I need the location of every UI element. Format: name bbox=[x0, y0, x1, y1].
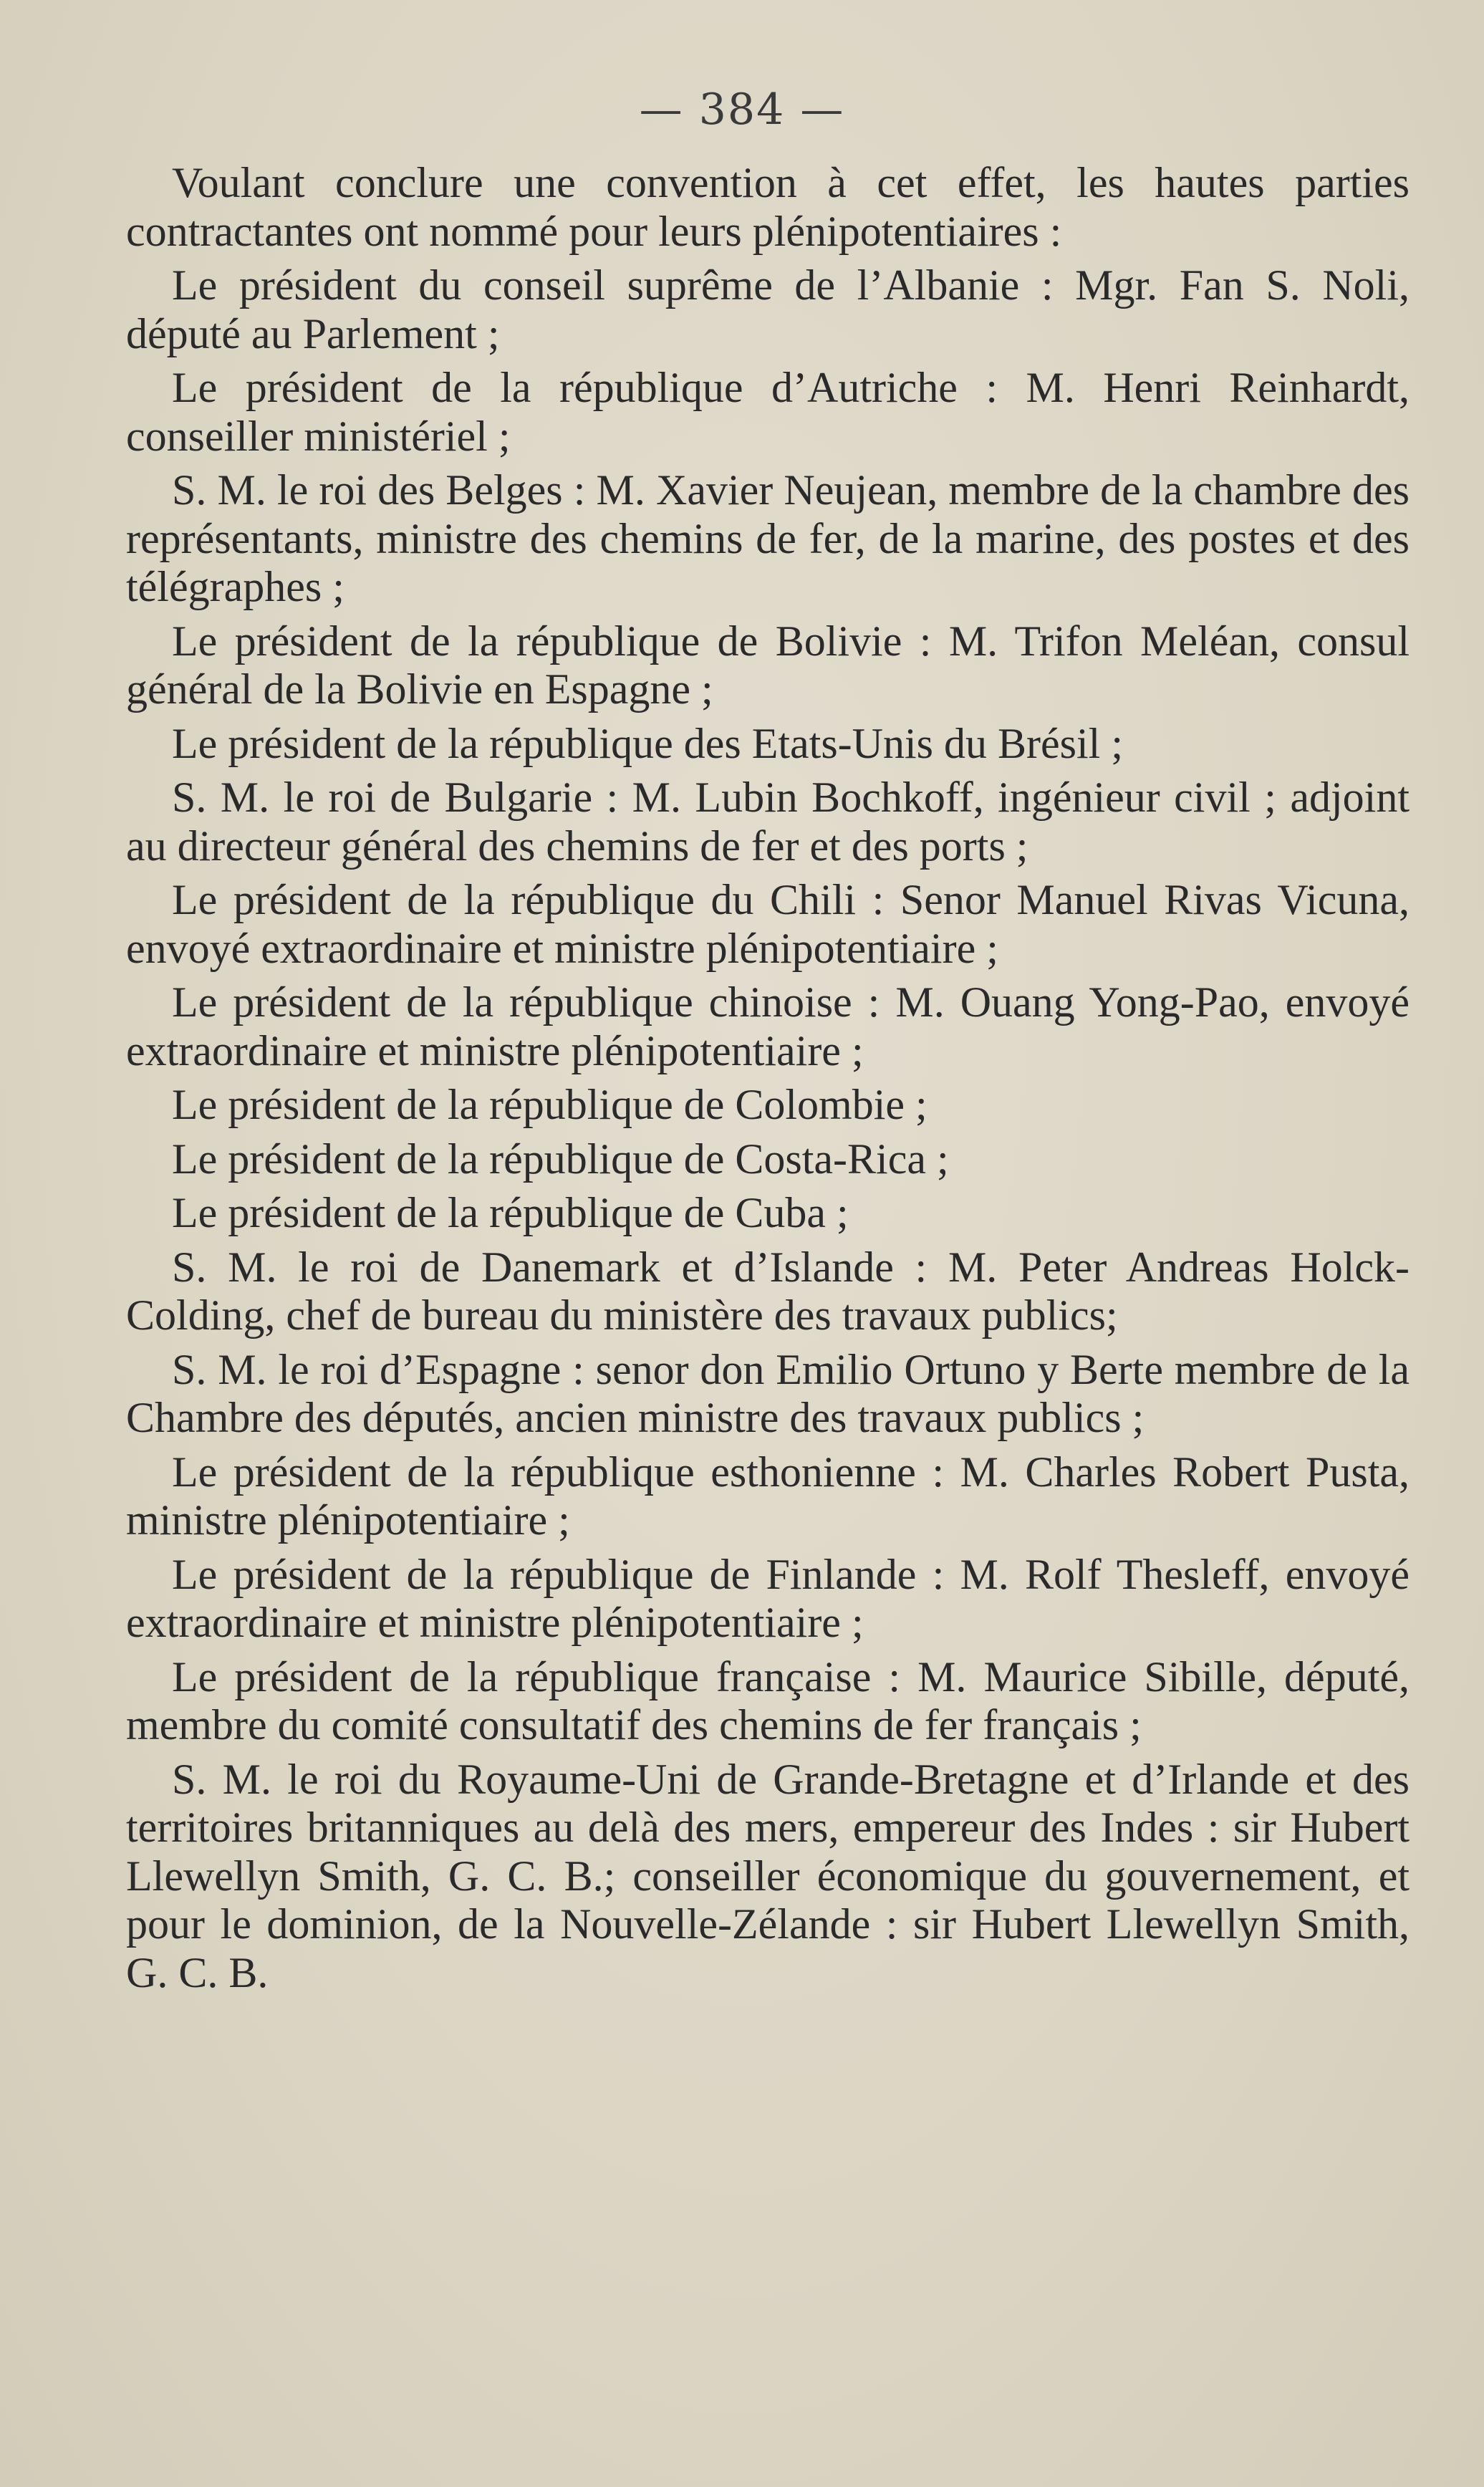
body-text bbox=[126, 159, 1410, 2003]
paragraph-colombie: Le président de la république de Colombie ; bbox=[172, 1081, 928, 1128]
paragraph-intro: Voulant conclure une convention à cet effet, les hautes parties contractantes ont nommé pour leurs plénipotentiaires : bbox=[126, 159, 1410, 255]
paragraph-belges: S. M. le roi des Belges : M. Xavier Neujean, membre de la chambre des représentants, ministre des chemins de fer, de la marine, des postes et des télégraphes ; bbox=[126, 466, 1410, 610]
paragraph-chine: Le président de la république chinoise : M. Ouang Yong-Pao, envoyé extraordinaire et ministre plénipotentiaire ; bbox=[126, 978, 1410, 1074]
page-number: — 384 — bbox=[639, 85, 845, 135]
paragraph-bulgarie: S. M. le roi de Bulgarie : M. Lubin Bochkoff, ingénieur civil ; adjoint au directeur général des chemins de fer et des ports ; bbox=[126, 774, 1410, 870]
paragraph-cuba: Le président de la république de Cuba ; bbox=[172, 1189, 849, 1236]
paragraph-albanie: Le président du conseil suprême de l’Albanie : Mgr. Fan S. Noli, député au Parlement ; bbox=[126, 261, 1410, 357]
paragraph-chili: Le président de la république du Chili : Senor Manuel Rivas Vicuna, envoyé extraordinaire et ministre plénipotentiaire ; bbox=[126, 876, 1410, 972]
paragraph-finlande: Le président de la république de Finlande : M. Rolf Thesleff, envoyé extraordinaire et ministre plénipotentiaire ; bbox=[126, 1550, 1410, 1646]
paragraph-france: Le président de la république française : M. Maurice Sibille, député, membre du comité consultatif des chemins de fer français ; bbox=[126, 1653, 1410, 1748]
paragraph-royaume-uni: S. M. le roi du Royaume-Uni de Grande-Bretagne et d’Irlande et des territoires britanniques au delà des mers, empereur des Indes : sir Hubert Llewellyn Smith, G. C. B.; conseiller économique du gouvernement, et pour le dominion, de la Nouvelle-Zélande : sir Hubert Llewellyn Smith, G. C. B. bbox=[126, 1755, 1410, 1996]
paragraph-bresil: Le président de la république des Etats-Unis du Brésil ; bbox=[172, 719, 1123, 767]
paragraph-danemark: S. M. le roi de Danemark et d’Islande : M. Peter Andreas Holck-Colding, chef de bureau du ministère des travaux publics; bbox=[126, 1243, 1410, 1339]
paragraph-bolivie: Le président de la république de Bolivie : M. Trifon Meléan, consul général de la Bolivie en Espagne ; bbox=[126, 617, 1410, 713]
paragraph-esthonie: Le président de la république esthonienne : M. Charles Robert Pusta, ministre plénipotentiaire ; bbox=[126, 1448, 1410, 1544]
paragraph-espagne: S. M. le roi d’Espagne : senor don Emilio Ortuno y Berte membre de la Chambre des députés, ancien ministre des travaux publics ; bbox=[126, 1345, 1410, 1441]
paragraph-autriche: Le président de la république d’Autriche : M. Henri Reinhardt, conseiller ministériel ; bbox=[126, 364, 1410, 460]
paragraph-costa-rica: Le président de la république de Costa-Rica ; bbox=[172, 1135, 949, 1183]
